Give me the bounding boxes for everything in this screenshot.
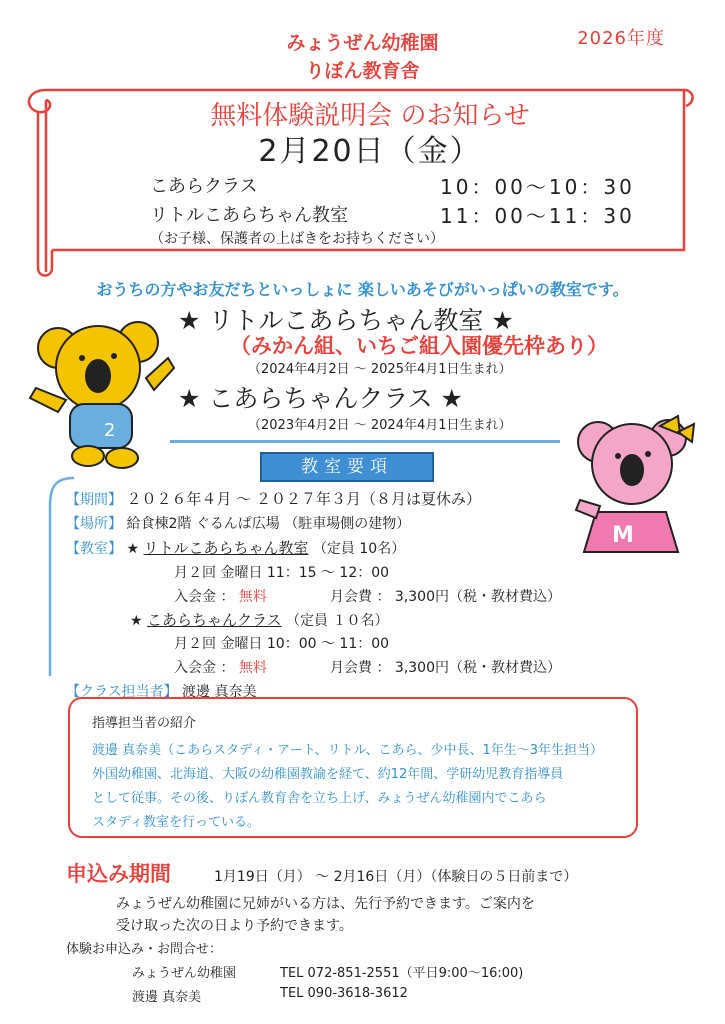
class-label: 【教室】 — [66, 541, 122, 557]
contact-heading: 体験お申込み・お問合せ： — [66, 942, 223, 957]
schedule-name-little: リトルこあらちゃん教室 — [150, 205, 348, 226]
intro-line-2: 外国幼稚園、北海道、大阪の幼稚園教諭を経て、約12年間、学研幼児教育指導員 — [92, 767, 564, 782]
little-monthly-row — [330, 586, 561, 606]
little-class-capacity: （定員 10名） — [312, 541, 406, 557]
fee-free: 無料 — [238, 589, 267, 605]
contact2-name: 渡邊 真奈美 — [132, 990, 202, 1005]
period-value: ２０２６年４月 〜 ２０２７年３月（８月は夏休み） — [126, 490, 481, 508]
little-class-title: ★ リトルこあらちゃん教室 ★ — [178, 306, 514, 335]
notice-note: （お子様、保護者の上ばきをお持ちください） — [150, 231, 444, 247]
notice-date: 2月20日（金） — [258, 134, 482, 169]
fee-label: 入会金 ： — [174, 589, 235, 605]
pink-koala-illustration — [570, 402, 700, 572]
koala-class-name: こあらちゃんクラス — [147, 611, 282, 629]
apply-period: 1月19日（月） 〜 2月16日（月）（体験日の５日前まで） — [214, 869, 578, 885]
koala-class-capacity: （定員 １０名） — [286, 613, 389, 629]
svg-text:2: 2 — [104, 420, 116, 441]
monthly-value: 3,300円（税・教材費込） — [394, 589, 561, 605]
intro-line-3: として従事。その後、りぼん教育舎を立ち上げ、みょうぜん幼稚園内でこあら — [92, 791, 547, 806]
fee-label: 入会金 ： — [174, 660, 235, 676]
schedule-name-koala: こあらクラス — [150, 176, 258, 197]
monthly-value: 3,300円（税・教材費込） — [394, 660, 561, 676]
period-label: 【期間】 — [66, 492, 122, 508]
koala-schedule: 月２回 金曜日 10：00 〜 11：00 — [174, 636, 390, 652]
place-label: 【場所】 — [66, 516, 122, 532]
apply-note-1: みょうぜん幼稚園に兄姉がいる方は、先行予約できます。ご案内を — [116, 896, 535, 912]
little-class-name: リトルこあらちゃん教室 — [143, 539, 309, 557]
monthly-label: 月会費 ： — [330, 589, 391, 605]
intro-line-4: スタディ教室を行っている。 — [92, 815, 260, 830]
apply-title: 申込み期間 — [66, 862, 171, 886]
school-name: みょうぜん幼稚園 — [286, 32, 439, 54]
little-class-range: （2024年4月2日 〜 2025年4月1日生まれ） — [248, 362, 512, 377]
koala-monthly-row — [330, 657, 561, 677]
little-fee-row — [174, 586, 267, 606]
schedule-time-koala: 10：00〜10：30 — [440, 175, 635, 199]
contact1-tel[interactable]: TEL 072-851-2551（平日9:00〜16:00) — [280, 966, 524, 981]
place-row — [66, 513, 410, 533]
teacher-name: 渡邊 真奈美 — [182, 684, 257, 700]
fiscal-year: 2026年度 — [577, 28, 665, 49]
contact1-name: みょうぜん幼稚園 — [132, 966, 237, 981]
apply-note-2: 受け取った次の日より予約できます。 — [116, 918, 353, 934]
class-row-koala — [130, 609, 388, 630]
fee-free: 無料 — [238, 660, 267, 676]
details-heading: 教室要項 — [260, 452, 434, 482]
section-divider — [170, 440, 560, 443]
place-value: 給食棟2階 ぐるんぱ広場 （駐車場側の建物） — [126, 516, 411, 532]
teacher-label: 【クラス担当者】 — [66, 684, 178, 700]
monthly-label: 月会費 ： — [330, 660, 391, 676]
intro-heading: 指導担当者の紹介 — [92, 716, 197, 731]
svg-text:M: M — [612, 523, 634, 548]
period-row — [66, 488, 481, 509]
koala-class-title: ★ こあらちゃんクラス ★ — [178, 384, 463, 413]
school-subname: りぼん教育舎 — [305, 60, 420, 82]
schedule-time-little: 11：00〜11：30 — [440, 204, 635, 228]
little-class-sub: （みかん組、いちご組入園優先枠あり） — [230, 334, 608, 358]
koala-fee-row — [174, 657, 267, 677]
koala-class-range: （2023年4月2日 〜 2024年4月1日生まれ） — [248, 418, 512, 433]
tagline: おうちの方やお友だちといっしょに 楽しいあそびがいっぱいの教室です。 — [96, 280, 629, 299]
contact2-tel[interactable]: TEL 090-3618-3612 — [280, 986, 408, 1001]
notice-title: 無料体験説明会 のお知らせ — [210, 101, 530, 131]
star-icon: ★ — [126, 541, 140, 557]
star-icon: ★ — [130, 613, 143, 629]
little-schedule: 月２回 金曜日 11：15 〜 12：00 — [174, 565, 390, 581]
class-row-little — [66, 537, 405, 558]
yellow-koala-illustration — [26, 308, 176, 478]
intro-name-line: 渡邊 真奈美（こあらスタディ・アート、リトル、こあら、少中長、1年生〜3年生担当） — [92, 743, 604, 758]
